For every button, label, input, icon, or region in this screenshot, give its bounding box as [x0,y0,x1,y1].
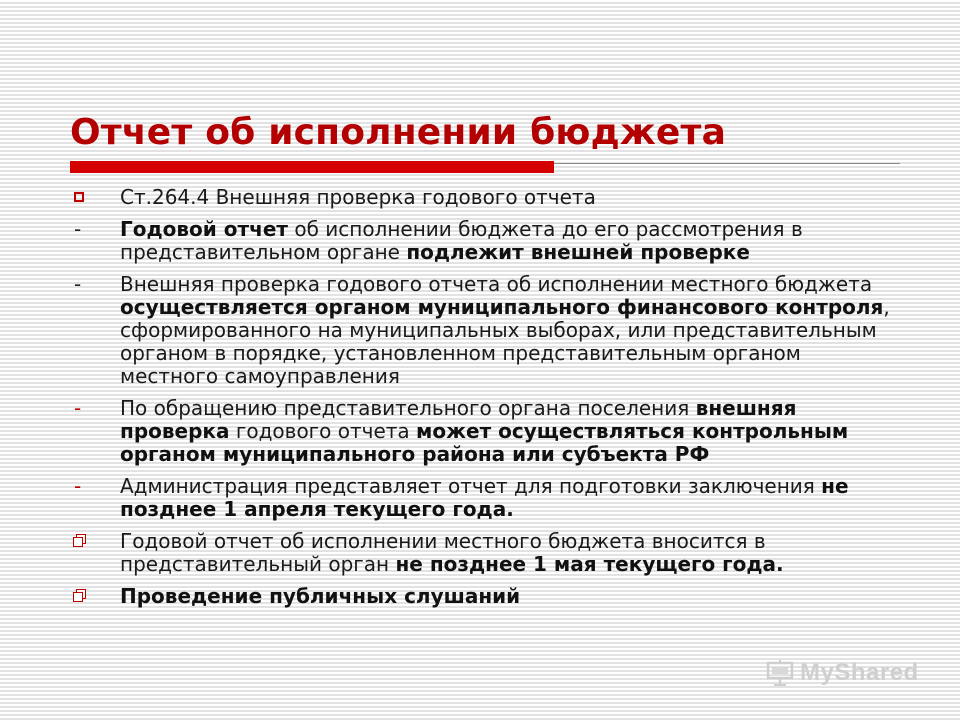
bullet-text: По обращению представительного органа поселения [120,396,696,420]
presentation-board-icon [766,660,794,686]
bullet-item: - Внешняя проверка годового отчета об исполнении местного бюджета осуществляется органом муниципального финансового контроля, сформированного на муниципальных выборах, или представительным органом в порядке, установленном представительным органом местного самоуправления [74,272,890,388]
bold-text: не позднее 1 апреля текущего года. [120,474,849,521]
bullet-text: Ст.264.4 Внешняя проверка годового отчета [120,185,596,209]
bullet-item [73,585,903,608]
bullet-text: годового отчета [229,419,417,443]
title-accent-bar [70,161,554,173]
bold-text: подлежит внешней проверке [406,240,750,264]
bullet-item: - По обращению представительного органа поселения внешняя проверка годового отчета может осуществляться контрольным органом муниципального района или субъекта РФ [74,396,849,466]
bold-text: осуществляется органом муниципального финансового контроля [120,295,884,319]
bold-text: не позднее 1 мая текущего года. [395,552,784,576]
bullet-item: - Администрация представляет отчет для подготовки заключения не позднее 1 апреля текущего года. [74,474,849,521]
bullet-item [73,186,903,209]
bold-text: может осуществляться контрольным органом муниципального района или субъекта РФ [120,419,849,466]
bold-text: внешняя проверка [120,396,797,443]
bullet-text: , сформированного на муниципальных выборах, или представительным органом в порядке, установленном представительным органом местного самоуправления [120,295,890,388]
bullet-item: - Годовой отчет об исполнении бюджета до его рассмотрения в представительном органе подлежит внешней проверке [74,217,803,264]
slide-title: Отчет об исполнении бюджета [70,112,727,153]
bullet-text: Внешняя проверка годового отчета об исполнении местного бюджета [120,272,873,296]
watermark [766,658,926,688]
watermark-text: MyShared [800,659,919,686]
bold-text: Проведение публичных слушаний [120,584,521,608]
slide-body [73,186,903,617]
bullet-item [73,530,903,576]
title-underline [554,163,900,164]
bold-text: Годовой отчет [120,217,288,241]
bullet-text: Администрация представляет отчет для подготовки заключения [120,474,822,498]
bullet-text: об исполнении бюджета до его рассмотрения в представительном органе [120,217,803,264]
bullet-text: Годовой отчет об исполнении местного бюджета вносится в представительный орган [120,529,766,576]
